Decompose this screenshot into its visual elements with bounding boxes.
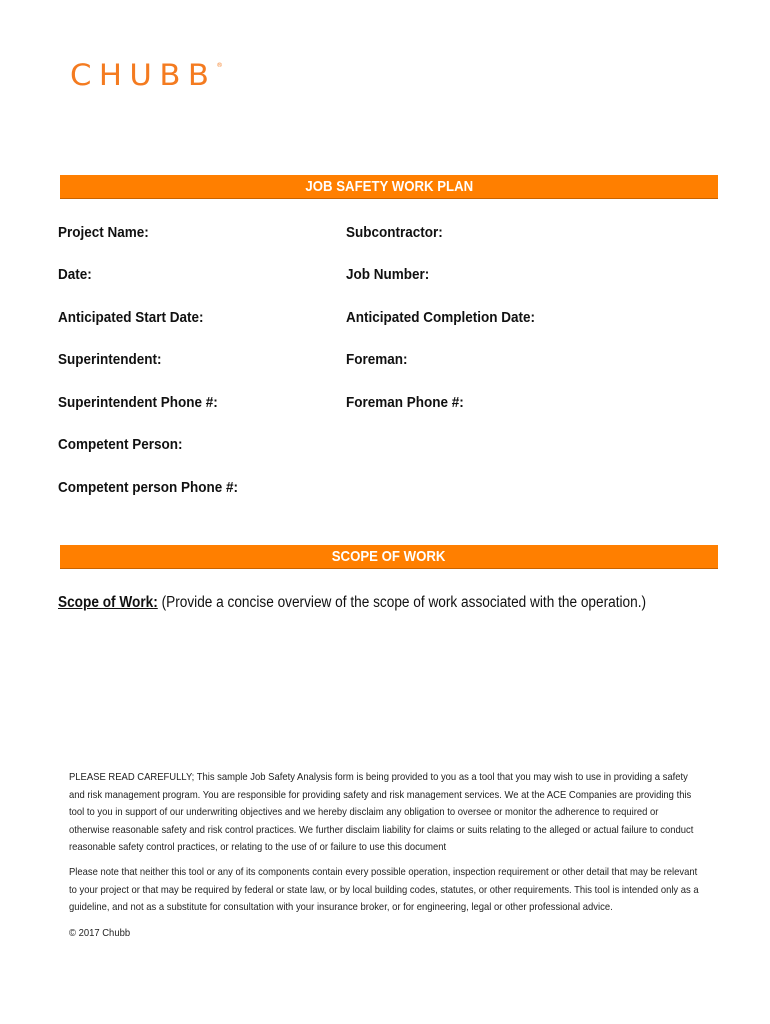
- date-label: Date:: [58, 266, 92, 283]
- subcontractor-label: Subcontractor:: [346, 224, 443, 241]
- scope-of-work-instruction: (Provide a concise overview of the scope of work associated with the operation.): [157, 594, 647, 611]
- project-name-label: Project Name:: [58, 224, 149, 241]
- registered-mark: ®: [216, 62, 223, 69]
- job-number-label: Job Number:: [346, 266, 430, 283]
- scope-of-work-line: [58, 594, 646, 612]
- guideline-note-paragraph: Please note that neither this tool or any of its components contain every possible operation, inspection requirement or other detail that may be relevant to your project or that may be required by federal or state law, or by local building codes, statutes, or other requirements. This tool is intended only as a guideline, and not as a substitute for consultation with your insurance broker, or for engineering, legal or other professional advice.: [69, 866, 699, 913]
- anticipated-completion-date-label: Anticipated Completion Date:: [346, 309, 536, 326]
- chubb-logo: [70, 58, 223, 92]
- scope-of-work-heading-bar: [60, 545, 718, 569]
- foreman-phone-label: Foreman Phone #:: [346, 394, 464, 411]
- scope-of-work-heading: SCOPE OF WORK: [332, 548, 446, 565]
- superintendent-phone-label: Superintendent Phone #:: [58, 394, 218, 411]
- disclaimer-paragraph: PLEASE READ CAREFULLY; This sample Job Safety Analysis form is being provided to you as a tool that you may wish to use in providing a safety and risk management program. You are responsible for providing safety and risk management services. We at the ACE Companies are providing this tool to you in support of our underwriting objectives and we hereby disclaim any obligation to oversee or monitor the adherence to required or otherwise reasonable safety and risk control practices. We further disclaim liability for claims or suits relating to the alleged or actual failure to conduct reasonable safety control practices, or relating to the use of or failure to use this document: [69, 771, 694, 853]
- job-safety-heading: JOB SAFETY WORK PLAN: [305, 178, 473, 195]
- scope-of-work-label: Scope of Work:: [58, 594, 158, 611]
- foreman-label: Foreman:: [346, 351, 408, 368]
- anticipated-start-date-label: Anticipated Start Date:: [58, 309, 204, 326]
- superintendent-label: Superintendent:: [58, 351, 162, 368]
- competent-person-phone-label: Competent person Phone #:: [58, 479, 239, 496]
- job-safety-heading-bar: [60, 175, 718, 199]
- copyright-notice: © 2017 Chubb: [69, 927, 131, 939]
- competent-person-label: Competent Person:: [58, 436, 183, 453]
- logo-text: CHUBB: [70, 58, 217, 92]
